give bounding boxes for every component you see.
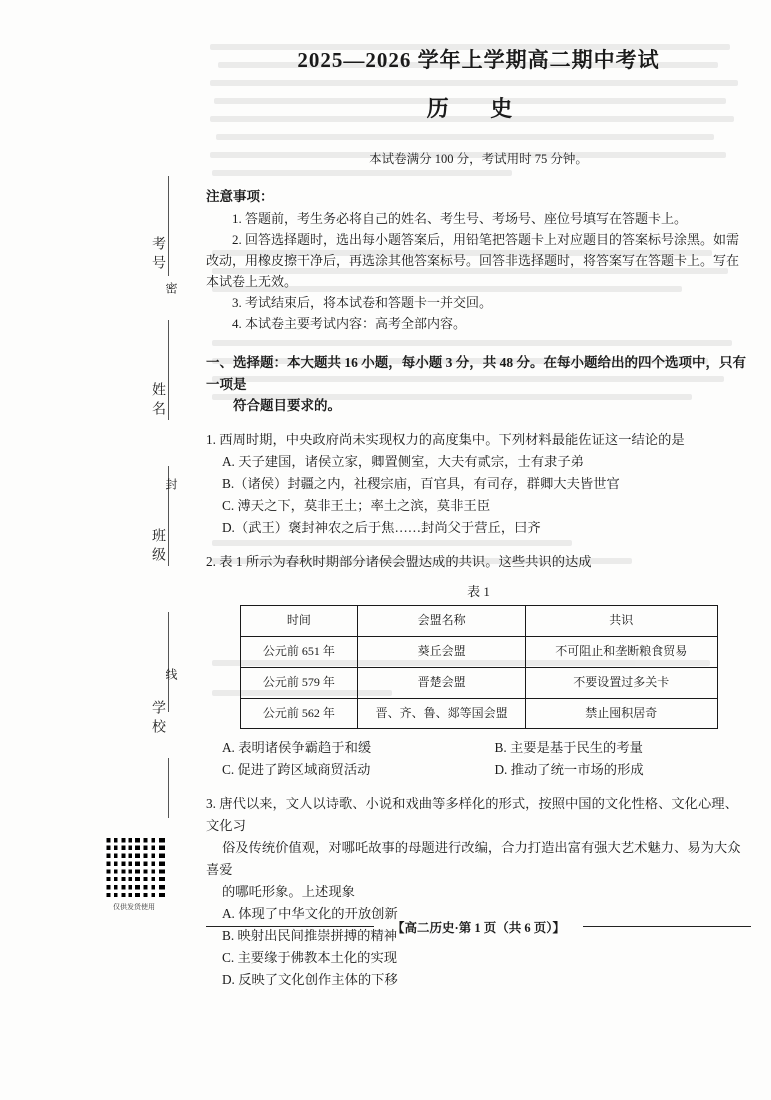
question-3-option-c: C. 主要缘于佛教本土化的实现 <box>221 949 398 965</box>
seal-char-mi: 密 <box>164 282 178 294</box>
qr-code-caption: 仅供发货使用 <box>113 903 155 911</box>
table-row <box>240 667 717 698</box>
seal-margin-area <box>0 0 200 1100</box>
table-cell-consensus-2: 不要设置过多关卡 <box>525 667 717 698</box>
table-header-alliance-name: 会盟名称 <box>358 606 526 637</box>
seal-rule-5 <box>168 758 169 818</box>
question-2-options-row-2 <box>206 759 751 781</box>
margin-label-class: 班级 <box>150 528 165 566</box>
footer-page-label: 【高二历史·第 1 页（共 6 页）】 <box>392 921 565 935</box>
table-cell-time-3: 公元前 562 年 <box>240 698 358 729</box>
question-2-option-b: B. 主要是基于民生的考量 <box>494 740 643 756</box>
exam-meta-line: 本试卷满分 100 分，考试用时 75 分钟。 <box>369 152 588 166</box>
table-row <box>240 636 717 667</box>
seal-rule-2 <box>168 320 169 420</box>
subject-title: 历 史 <box>426 96 531 121</box>
exam-content <box>206 0 751 991</box>
section-heading-line-1: 一、选择题：本大题共 16 小题，每小题 3 分，共 48 分。在每小题给出的四个选项中，只有一项是 <box>206 355 746 392</box>
seal-char-xian: 线 <box>164 668 178 680</box>
page-title: 2025—2026 学年上学期高二期中考试 <box>297 48 660 72</box>
notice-item-2: 2. 回答选择题时，选出每小题答案后，用铅笔把答题卡上对应题目的答案标号涂黑。如需改动，用橡皮擦干净后，再选涂其他答案标号。回答非选择题时，将答案写在答题卡上。写在本试卷上无效。 <box>206 232 740 290</box>
question-2-options-row-1 <box>206 737 751 759</box>
seal-rule-4 <box>168 612 169 712</box>
question-1 <box>206 429 751 539</box>
section-heading-multiple-choice <box>206 352 751 417</box>
notice-item-1: 1. 答题前，考生务必将自己的姓名、考生号、考场号、座位号填写在答题卡上。 <box>232 211 688 226</box>
question-1-option-a: A. 天子建国，诸侯立家，卿置侧室，大夫有贰宗，士有隶子弟 <box>221 454 584 469</box>
question-3-stem-line-1: 3. 唐代以来，文人以诗歌、小说和戏曲等多样化的形式，按照中国的文化性格、文化心理、文化习 <box>206 796 738 834</box>
notice-list <box>206 208 751 334</box>
question-3-stem <box>206 793 751 903</box>
table-cell-time-2: 公元前 579 年 <box>240 667 358 698</box>
table-1-label: 表 1 <box>467 583 490 599</box>
page-footer <box>206 918 751 936</box>
question-2-stem: 2. 表 1 所示为春秋时期部分诸侯会盟达成的共识。这些共识的达成 <box>206 553 592 569</box>
question-3 <box>206 793 751 990</box>
question-3-option-d: D. 反映了文化创作主体的下移 <box>221 971 398 987</box>
table-cell-consensus-1: 不可阻止和垄断粮食贸易 <box>525 636 717 667</box>
notice-heading: 注意事项： <box>206 189 274 204</box>
margin-label-exam-number: 考号 <box>150 236 165 274</box>
question-1-stem: 1. 西周时期，中央政府尚未实现权力的高度集中。下列材料最能佐证这一结论的是 <box>206 432 685 448</box>
table-header-time: 时间 <box>240 606 358 637</box>
question-3-stem-line-2: 俗及传统价值观，对哪吒故事的母题进行改编，合力打造出富有强大艺术魅力、易为大众喜爱 <box>206 840 741 877</box>
question-2-option-d: D. 推动了统一市场的形成 <box>494 762 644 778</box>
notice-item-4: 4. 本试卷主要考试内容：高考全部内容。 <box>232 316 467 332</box>
table-cell-consensus-3: 禁止囤积居奇 <box>525 698 717 729</box>
footer-rule-right <box>583 926 751 927</box>
margin-label-name: 姓名 <box>150 382 165 420</box>
seal-rule-1 <box>168 176 169 276</box>
qr-code-block <box>100 838 168 912</box>
table-cell-name-1: 葵丘会盟 <box>358 636 526 667</box>
question-3-option-b: B. 映射出民间推崇拼搏的精神 <box>221 927 398 943</box>
question-1-option-b: B.（诸侯）封疆之内，社稷宗庙，百官具，有司存，群卿大夫皆世官 <box>221 475 620 491</box>
table-row <box>240 698 717 729</box>
qr-code-icon <box>103 838 165 900</box>
question-1-option-c: C. 溥天之下，莫非王土；率土之滨，莫非王臣 <box>221 497 491 513</box>
table-cell-name-2: 晋楚会盟 <box>358 667 526 698</box>
question-1-option-d: D.（武王）褒封神农之后于焦……封尚父于营丘，曰齐 <box>221 519 541 535</box>
table-cell-time-1: 公元前 651 年 <box>240 636 358 667</box>
notice-item-3: 3. 考试结束后，将本试卷和答题卡一并交回。 <box>232 295 493 311</box>
table-header-row <box>240 606 717 637</box>
footer-rule-left <box>206 926 374 927</box>
margin-label-school: 学校 <box>150 700 165 738</box>
table-header-consensus: 共识 <box>525 606 717 637</box>
question-2-option-a: A. 表明诸侯争霸趋于和缓 <box>221 740 372 756</box>
table-cell-name-3: 晋、齐、鲁、郯等国会盟 <box>358 698 526 729</box>
question-3-option-a: A. 体现了中华文化的开放创新 <box>221 905 398 921</box>
question-2-option-c: C. 促进了跨区域商贸活动 <box>221 762 371 778</box>
question-2 <box>206 551 751 781</box>
section-heading-line-2: 符合题目要求的。 <box>233 398 341 414</box>
question-3-stem-line-3: 的哪吒形象。上述现象 <box>221 883 355 899</box>
table-1-alliance-consensus <box>240 605 718 729</box>
seal-char-feng: 封 <box>164 478 178 490</box>
